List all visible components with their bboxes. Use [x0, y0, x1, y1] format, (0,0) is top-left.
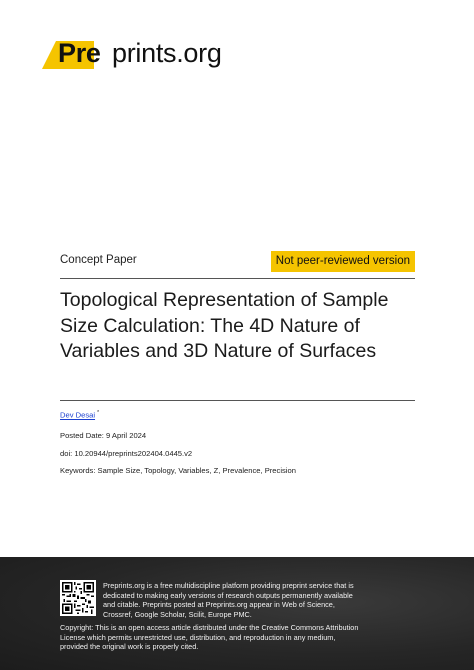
author-link[interactable]: Dev Desai: [60, 410, 96, 420]
paper-type: Concept Paper: [60, 254, 137, 266]
posted-date: Posted Date: 9 April 2024: [60, 431, 147, 440]
footer-copyright-text: Copyright: This is an open access article distributed under the Creative Commons Attribution License which permits unrestricted use, distribution, and reproduction in any medium, provided the original work is properly cited.: [60, 623, 359, 651]
logo-text-pre: Pre: [58, 38, 101, 68]
keywords: Keywords: Sample Size, Topology, Variables, Z, Prevalence, Precision: [60, 466, 296, 475]
author-line: [60, 410, 99, 420]
logo-text-rest: prints.org: [112, 38, 222, 68]
author-marker: *: [97, 410, 100, 416]
divider-bottom: [60, 400, 415, 401]
divider-top: [60, 278, 415, 279]
qr-code-icon[interactable]: [60, 580, 96, 616]
review-status-badge: Not peer-reviewed version: [271, 251, 415, 272]
paper-title: Topological Representation of Sample Size Calculation: The 4D Nature of Variables and 3D Nature of Surfaces: [60, 289, 389, 362]
preprints-logo[interactable]: [42, 38, 232, 72]
paper-type-row: [60, 251, 415, 275]
doi-text[interactable]: doi: 10.20944/preprints202404.0445.v2: [60, 449, 193, 458]
footer-about-text: Preprints.org is a free multidiscipline platform providing preprint service that is dedicated to making early versions of research outputs permanently available and citable. Preprints posted at Preprints.org appear in Web of Science, Crossref, Google Scholar, Scilit, Europe PMC.: [103, 581, 354, 619]
